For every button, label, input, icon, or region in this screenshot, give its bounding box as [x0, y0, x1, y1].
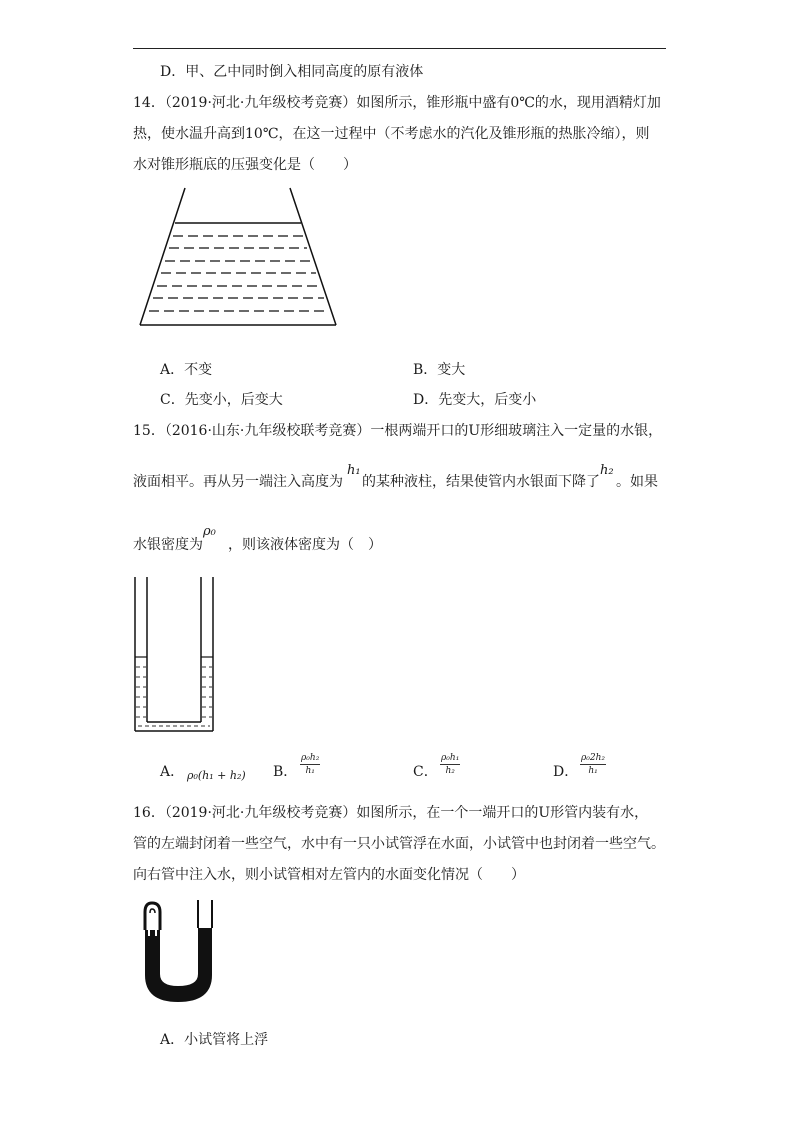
q13-option-d: D．甲、乙中同时倒入相同高度的原有液体: [160, 64, 424, 80]
q15-option-b-denominator: h₁: [305, 766, 315, 776]
q15-h2-symbol: h₂: [600, 463, 614, 478]
q14-option-d: D．先变大，后变小: [413, 392, 537, 408]
q15-option-c-label: C．: [413, 764, 438, 780]
q15-option-d-fraction: [580, 752, 606, 777]
q15-option-b-fraction: [300, 752, 320, 777]
q15-option-b-numerator: ρ₀h₂: [301, 753, 320, 763]
q16-text-line1: 16．（2019·河北·九年级校考竞赛）如图所示，在一个一端开口的U形管内装有水，: [133, 805, 649, 821]
u-tube-with-test-tube-figure: [140, 900, 220, 1005]
q15-text-line2c: 。如果: [616, 474, 658, 490]
q15-option-d-denominator: h₁: [588, 766, 598, 776]
q15-option-c-fraction: [440, 752, 460, 777]
q16-text-line2: 管的左端封闭着一些空气，水中有一只小试管浮在水面，小试管中也封闭着一些空气。: [133, 836, 665, 852]
q15-text-line1: 15．（2016·山东·九年级校联考竞赛）一根两端开口的U形细玻璃注入一定量的水银，: [133, 423, 663, 439]
q15-option-d-numerator: ρ₀2h₂: [581, 753, 606, 763]
q16-text-line3: 向右管中注入水，则小试管相对左管内的水面变化情况（ ）: [133, 867, 525, 883]
q14-text-line3: 水对锥形瓶底的压强变化是（ ）: [133, 157, 357, 173]
q15-text-line3b: ，则该液体密度为（ ）: [228, 537, 382, 553]
conical-flask-figure: [135, 185, 345, 330]
q15-option-a-label: A．: [160, 764, 185, 780]
q16-option-a: A．小试管将上浮: [160, 1032, 269, 1048]
q14-text-line1: 14．（2019·河北·九年级校考竞赛）如图所示，锥形瓶中盛有0℃的水，现用酒精灯加: [133, 95, 661, 111]
q14-text-line2: 热，使水温升高到10℃，在这一过程中（不考虑水的汽化及锥形瓶的热胀冷缩），则: [133, 126, 650, 142]
q15-option-b-label: B．: [273, 764, 298, 780]
q15-option-c-denominator: h₂: [445, 766, 455, 776]
q15-rho0-symbol: ρ₀: [203, 524, 216, 539]
q15-text-line2b: 的某种液柱，结果使管内水银面下降了: [362, 474, 600, 490]
q15-text-line2a: 液面相平。再从另一端注入高度为: [133, 474, 343, 490]
q14-option-c: C．先变小，后变大: [160, 392, 283, 408]
q14-option-b: B．变大: [413, 362, 466, 378]
q15-option-d-label: D．: [553, 764, 579, 780]
q15-option-a-expression: ρ₀(h₁ + h₂): [187, 769, 246, 782]
u-tube-figure: [130, 575, 220, 735]
header-rule: [133, 48, 666, 49]
q14-option-a: A．不变: [160, 362, 213, 378]
q15-h1-symbol: h₁: [347, 463, 361, 478]
q15-text-line3a: 水银密度为: [133, 537, 203, 553]
q15-option-c-numerator: ρ₀h₁: [441, 753, 460, 763]
